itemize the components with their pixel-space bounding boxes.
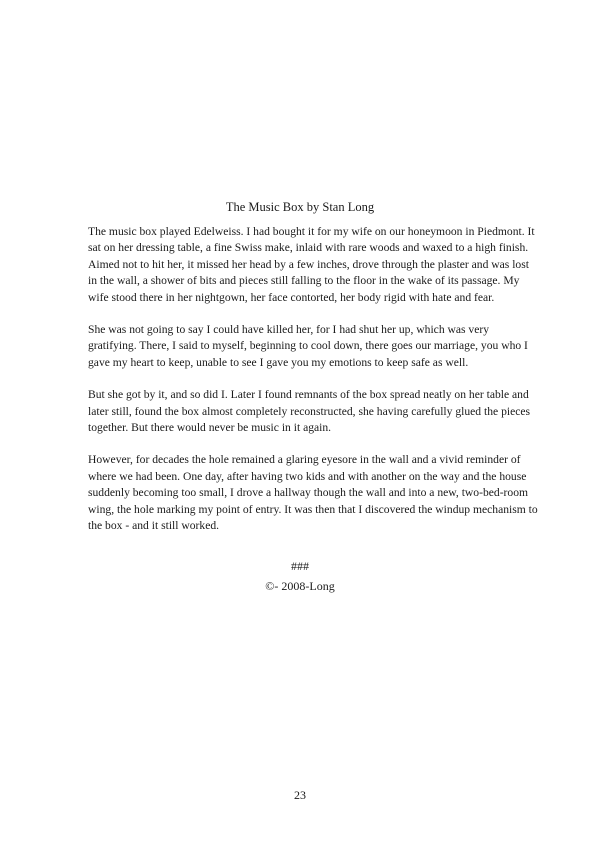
text-line: together. But there would never be music in it again. (88, 421, 332, 435)
story-title: The Music Box by Stan Long (225, 200, 375, 214)
paragraph-3 (88, 387, 531, 436)
text-line: She was not going to say I could have killed her, for I had shut her up, which was very (88, 323, 490, 337)
text-line: But she got by it, and so did I. Later I found remnants of the box spread neatly on her table and (88, 388, 529, 402)
text-line: later still, found the box almost completely reconstructed, she having carefully glued the pieces (88, 404, 531, 418)
text-line: gave my heart to keep, unable to see I gave you my emotions to keep safe as well. (88, 355, 469, 369)
text-line: gratifying. There, I said to myself, beginning to cool down, there goes our marriage, you who I (88, 339, 528, 353)
text-line: wing, the hole marking my point of entry. It was then that I discovered the windup mechanism to (88, 502, 538, 516)
text-line: The music box played Edelweiss. I had bought it for my wife on our honeymoon in Piedmont. It (88, 225, 535, 238)
copyright-notice: ©- 2008-Long (265, 579, 335, 593)
text-line: sat on her dressing table, a fine Swiss make, inlaid with rare woods and waxed to a high finish. (88, 241, 529, 255)
section-separator: ### (291, 559, 309, 573)
text-line: wife stood there in her nightgown, her face contorted, her body rigid with hate and fear. (88, 290, 495, 304)
story-body (88, 224, 538, 551)
text-line: Aimed not to hit her, it missed her head by a few inches, drove through the plaster and was lost (88, 257, 529, 271)
page-number: 23 (294, 788, 306, 802)
text-line: suddenly becoming too small, I drove a hallway though the wall and into a new, two-bed-room (88, 486, 529, 500)
text-line: the box - and it still worked. (88, 519, 220, 533)
paragraph-4 (88, 452, 538, 534)
text-line: where we had been. One day, after having two kids and with another on the way and the house (88, 469, 527, 483)
text-line: in the wall, a shower of bits and pieces still falling to the floor in the wake of its passage. My (88, 274, 520, 288)
text-line: However, for decades the hole remained a glaring eyesore in the wall and a vivid reminder of (88, 453, 521, 467)
paragraph-1 (88, 224, 535, 306)
paragraph-2 (88, 322, 528, 371)
